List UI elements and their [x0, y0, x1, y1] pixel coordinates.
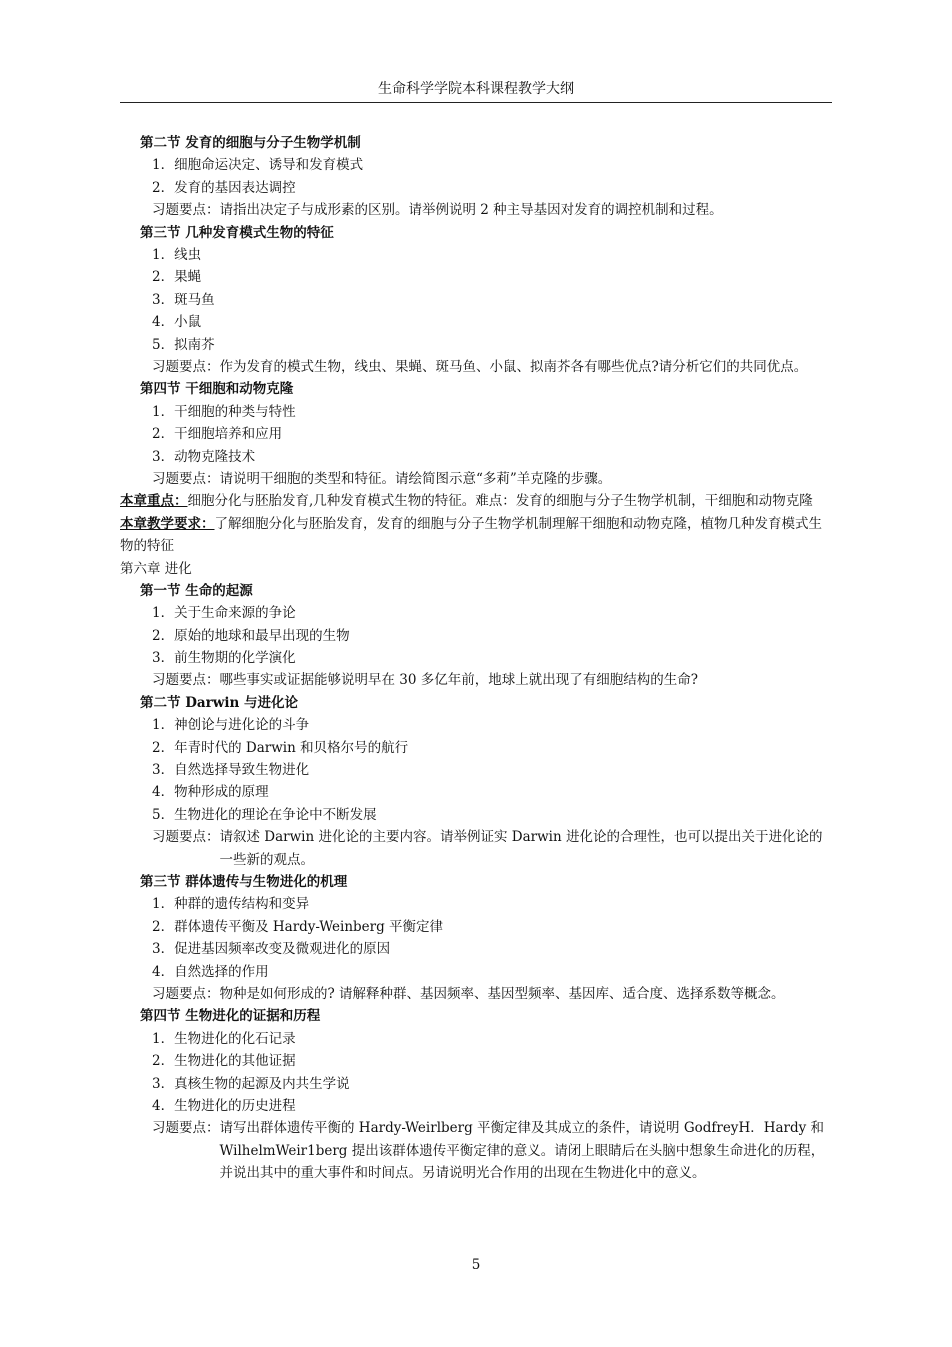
list-item: 1．种群的遗传结构和变异	[152, 896, 310, 913]
exercise-note	[120, 468, 832, 490]
list-item: 3．斑马鱼	[152, 291, 215, 308]
chapter-keypoint	[120, 513, 832, 558]
list-item: 3．自然选择导致生物进化	[152, 762, 310, 779]
section-heading: 第四节 生物进化的证据和历程	[140, 1008, 321, 1025]
exercise-label: 习题要点：	[152, 985, 220, 1002]
exercise-note	[120, 1117, 832, 1184]
exercise-note	[120, 669, 832, 691]
exercise-text: 物种是如何形成的? 请解释种群、基因频率、基因型频率、基因库、适合度、选择系数等概念。	[219, 985, 785, 1002]
exercise-label: 习题要点：	[152, 202, 220, 219]
exercise-label: 习题要点：	[152, 358, 220, 375]
section-heading: 第三节 几种发育模式生物的特征	[140, 224, 334, 241]
list-item: 3．前生物期的化学演化	[152, 650, 296, 667]
list-item: 3．动物克隆技术	[152, 448, 256, 465]
list-item: 2．生物进化的其他证据	[152, 1053, 296, 1070]
keypoint-label: 本章重点：	[120, 493, 188, 510]
list-item: 2．干细胞培养和应用	[152, 426, 283, 443]
list-item: 1．神创论与进化论的斗争	[152, 717, 310, 734]
exercise-label: 习题要点：	[152, 829, 220, 846]
exercise-text: 请叙述 Darwin 进化论的主要内容。请举例证实 Darwin 进化论的合理性，也可以提出关于进化论的一些新的观点。	[219, 829, 823, 868]
exercise-text: 请说明干细胞的类型和特征。请绘简图示意“多莉”羊克隆的步骤。	[219, 470, 612, 487]
list-item: 3．真核生物的起源及内共生学说	[152, 1075, 350, 1092]
list-item: 4．小鼠	[152, 314, 202, 331]
keypoint-text: 了解细胞分化与胚胎发育，发育的细胞与分子生物学机制理解干细胞和动物克隆，植物几种发育模式生物的特征	[120, 515, 822, 555]
chapter-heading: 第六章 进化	[120, 560, 192, 577]
section-heading: 第三节 群体遗传与生物进化的机理	[140, 874, 348, 891]
keypoint-label: 本章教学要求：	[120, 515, 215, 532]
list-item: 4．自然选择的作用	[152, 963, 269, 980]
exercise-text: 请指出决定子与成形素的区别。请举例说明 2 种主导基因对发育的调控机制和过程。	[219, 202, 723, 219]
list-item: 2．果蝇	[152, 269, 202, 286]
list-item: 1．细胞命运决定、诱导和发育模式	[152, 157, 364, 174]
section-heading: 第四节 干细胞和动物克隆	[140, 381, 294, 398]
list-item: 2．年青时代的 Darwin 和贝格尔号的航行	[152, 739, 409, 756]
chapter-keypoint	[120, 490, 832, 512]
document-body	[120, 132, 832, 1185]
exercise-note	[120, 199, 832, 221]
exercise-text: 请写出群体遗传平衡的 Hardy-Weirlberg 平衡定律及其成立的条件，请说明 GodfreyH．Hardy 和 WilhelmWeir1berg 提出该群体遗传平衡定律的意义。请闭上眼睛后在头脑中想象生命进化的历程，并说出其中的重大事件和时间点。另请说明光合作用的出现在生物进化中的意义。	[219, 1120, 825, 1182]
section-heading: 第二节 发育的细胞与分子生物学机制	[140, 135, 361, 151]
list-item: 1．线虫	[152, 246, 202, 263]
list-item: 1．干细胞的种类与特性	[152, 403, 296, 420]
list-item: 5．生物进化的理论在争论中不断发展	[152, 806, 377, 823]
exercise-label: 习题要点：	[152, 470, 220, 487]
list-item: 4．生物进化的历史进程	[152, 1097, 296, 1114]
list-item: 1．关于生命来源的争论	[152, 605, 296, 622]
exercise-label: 习题要点：	[152, 672, 220, 689]
list-item: 2．原始的地球和最早出现的生物	[152, 627, 350, 644]
list-item: 2．发育的基因表达调控	[152, 179, 296, 196]
page-number: 5	[471, 1257, 481, 1273]
section-heading: 第一节 生命的起源	[140, 582, 253, 599]
list-item: 1．生物进化的化石记录	[152, 1030, 296, 1047]
exercise-text: 作为发育的模式生物，线虫、果蝇、斑马鱼、小鼠、拟南芥各有哪些优点?请分析它们的共同优点。	[219, 358, 808, 375]
exercise-note	[120, 826, 832, 871]
exercise-text: 哪些事实或证据能够说明早在 30 多亿年前，地球上就出现了有细胞结构的生命?	[219, 672, 698, 689]
keypoint-text: 细胞分化与胚胎发育,几种发育模式生物的特征。难点：发育的细胞与分子生物学机制，干细胞和动物克隆	[187, 493, 813, 510]
exercise-label: 习题要点：	[152, 1120, 220, 1137]
list-item: 4．物种形成的原理	[152, 784, 269, 801]
exercise-note	[120, 983, 832, 1005]
exercise-note	[120, 356, 832, 378]
list-item: 2．群体遗传平衡及 Hardy-Weinberg 平衡定律	[152, 918, 444, 935]
section-heading: 第二节 Darwin 与进化论	[140, 694, 299, 711]
page-header: 生命科学学院本科课程教学大纲	[120, 79, 832, 103]
list-item: 3．促进基因频率改变及微观进化的原因	[152, 941, 391, 958]
list-item: 5．拟南芥	[152, 336, 215, 353]
